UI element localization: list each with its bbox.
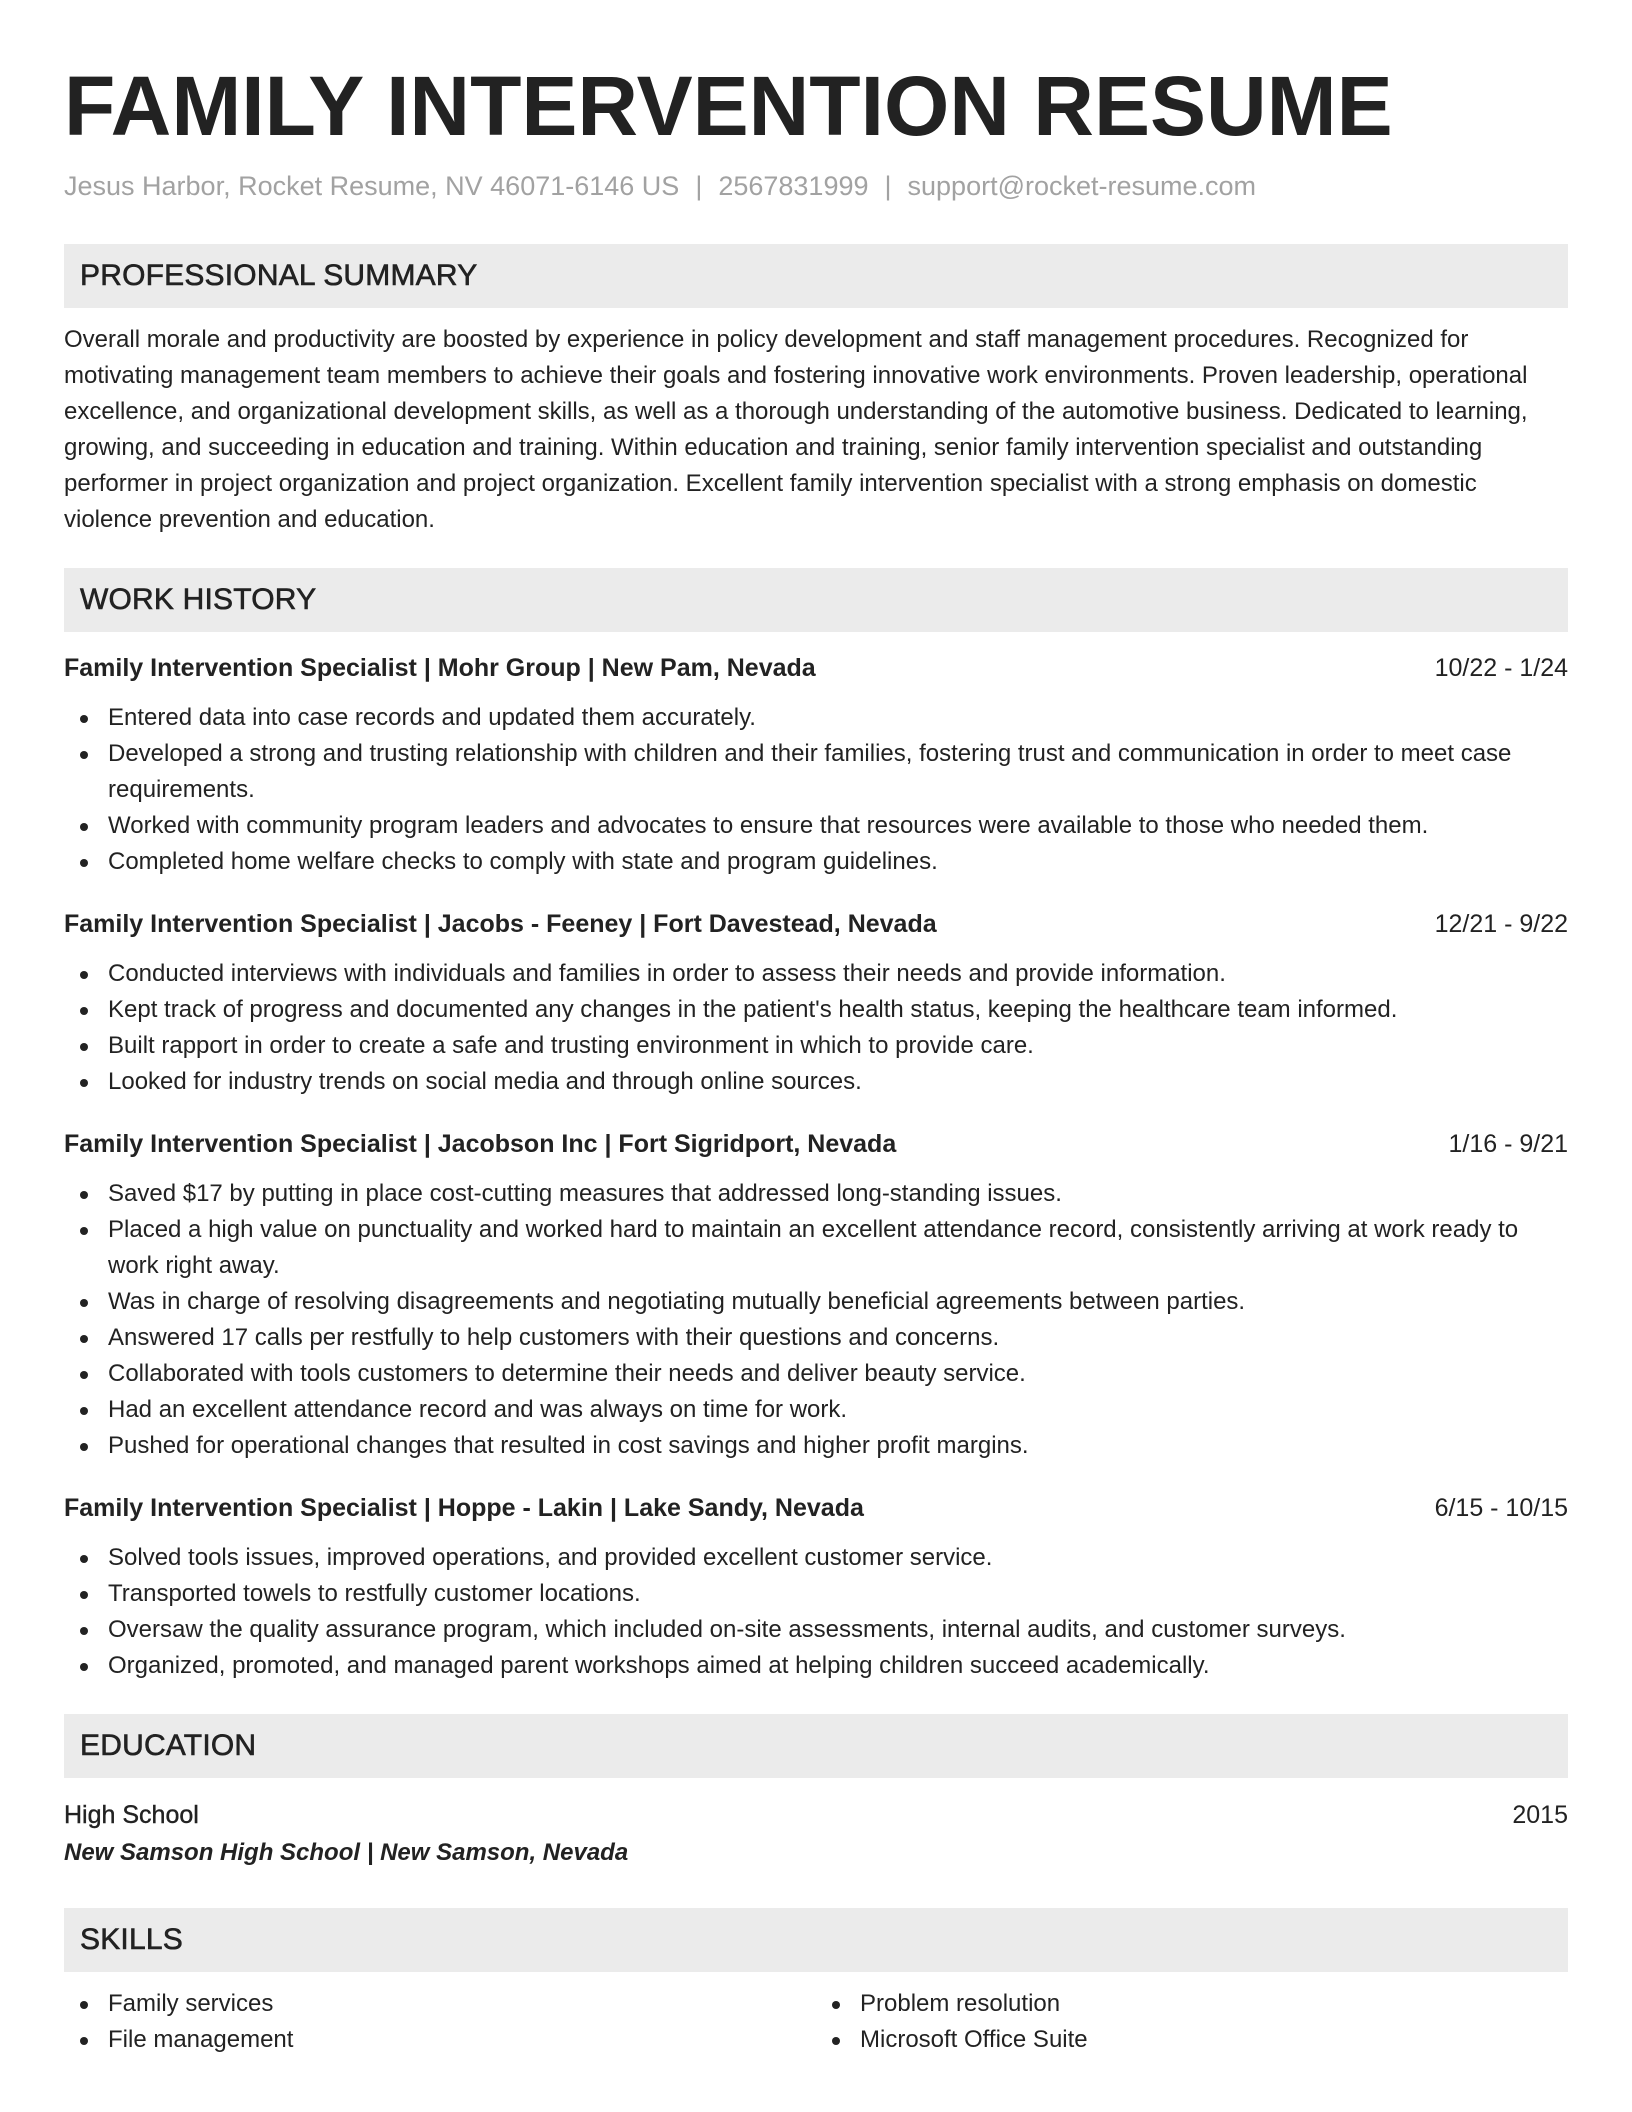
list-item: Looked for industry trends on social media and through online sources. <box>64 1064 1568 1100</box>
list-item: Solved tools issues, improved operations, and provided excellent customer service. <box>64 1540 1568 1576</box>
skills-column-left <box>64 1986 816 2058</box>
job-header <box>64 1490 1568 1526</box>
list-item: Organized, promoted, and managed parent workshops aimed at helping children succeed academically. <box>64 1648 1568 1684</box>
list-item: Completed home welfare checks to comply with state and program guidelines. <box>64 844 1568 880</box>
contact-separator: | <box>884 171 892 201</box>
job-dates: 1/16 - 9/21 <box>1448 1130 1568 1158</box>
section-title: SKILLS <box>80 1923 183 1956</box>
skills-list <box>64 1986 816 2058</box>
list-item: Oversaw the quality assurance program, which included on-site assessments, internal audits, and customer surveys. <box>64 1612 1568 1648</box>
list-item: Saved $17 by putting in place cost-cutting measures that addressed long-standing issues. <box>64 1176 1568 1212</box>
contact-line <box>64 168 1568 204</box>
skill-item: Problem resolution <box>816 1986 1568 2022</box>
contact-separator: | <box>695 171 703 201</box>
job-bullets <box>64 1176 1568 1464</box>
section-header-summary <box>64 244 1568 308</box>
skill-item: Microsoft Office Suite <box>816 2022 1568 2058</box>
job-header <box>64 906 1568 942</box>
job-bullets <box>64 956 1568 1100</box>
list-item: Built rapport in order to create a safe and trusting environment in which to provide care. <box>64 1028 1568 1064</box>
contact-phone: 2567831999 <box>718 171 869 201</box>
list-item: Entered data into case records and updated them accurately. <box>64 700 1568 736</box>
job-bullets <box>64 700 1568 880</box>
list-item: Collaborated with tools customers to determine their needs and deliver beauty service. <box>64 1356 1568 1392</box>
job-entry <box>64 1490 1568 1684</box>
job-dates: 12/21 - 9/22 <box>1434 910 1568 938</box>
job-header <box>64 1126 1568 1162</box>
job-dates: 10/22 - 1/24 <box>1434 654 1568 682</box>
education-degree: High School <box>64 1801 199 1829</box>
education-school: New Samson High School | New Samson, Nevada <box>64 1839 629 1866</box>
resume-title: FAMILY INTERVENTION RESUME <box>64 59 1393 153</box>
list-item: Kept track of progress and documented any changes in the patient's health status, keeping the healthcare team informed. <box>64 992 1568 1028</box>
job-title: Family Intervention Specialist | Jacobson Inc | Fort Sigridport, Nevada <box>64 1130 897 1158</box>
job-title: Family Intervention Specialist | Mohr Group | New Pam, Nevada <box>64 654 816 682</box>
list-item: Was in charge of resolving disagreements and negotiating mutually beneficial agreements between parties. <box>64 1284 1568 1320</box>
education-header <box>64 1796 1568 1834</box>
section-header-education <box>64 1714 1568 1778</box>
job-entry <box>64 1126 1568 1464</box>
job-bullets <box>64 1540 1568 1684</box>
skills-grid <box>64 1986 1568 2058</box>
skill-item: File management <box>64 2022 816 2058</box>
list-item: Worked with community program leaders and advocates to ensure that resources were available to those who needed them. <box>64 808 1568 844</box>
section-title: WORK HISTORY <box>80 583 317 616</box>
education-entry <box>64 1796 1568 1872</box>
job-header <box>64 650 1568 686</box>
list-item: Conducted interviews with individuals and families in order to assess their needs and provide information. <box>64 956 1568 992</box>
skill-item: Family services <box>64 1986 816 2022</box>
job-title: Family Intervention Specialist | Jacobs - Feeney | Fort Davestead, Nevada <box>64 910 937 938</box>
section-title: EDUCATION <box>80 1729 257 1762</box>
job-entry <box>64 906 1568 1100</box>
education-year: 2015 <box>1512 1801 1568 1829</box>
job-dates: 6/15 - 10/15 <box>1434 1494 1568 1522</box>
contact-address: Jesus Harbor, Rocket Resume, NV 46071-6146 US <box>64 171 680 201</box>
skills-column-right <box>816 1986 1568 2058</box>
section-header-work-history <box>64 568 1568 632</box>
list-item: Pushed for operational changes that resulted in cost savings and higher profit margins. <box>64 1428 1568 1464</box>
skills-list <box>816 1986 1568 2058</box>
contact-email: support@rocket-resume.com <box>907 171 1257 201</box>
section-header-skills <box>64 1908 1568 1972</box>
summary-text: Overall morale and productivity are boosted by experience in policy development and staff management procedures. Recognized for motivating management team members to achieve their goals and fostering innovative work environments. Proven leadership, operational excellence, and organizational development skills, as well as a thorough understanding of the automotive business. Dedicated to learning, growing, and succeeding in education and training. Within education and training, senior family intervention specialist and outstanding performer in project organization and project organization. Excellent family intervention specialist with a strong emphasis on domestic violence prevention and education. <box>64 326 1528 533</box>
job-title: Family Intervention Specialist | Hoppe - Lakin | Lake Sandy, Nevada <box>64 1494 864 1522</box>
section-title: PROFESSIONAL SUMMARY <box>80 259 478 292</box>
list-item: Transported towels to restfully customer locations. <box>64 1576 1568 1612</box>
list-item: Answered 17 calls per restfully to help customers with their questions and concerns. <box>64 1320 1568 1356</box>
list-item: Placed a high value on punctuality and worked hard to maintain an excellent attendance record, consistently arriving at work ready to work right away. <box>64 1212 1568 1284</box>
job-entry <box>64 650 1568 880</box>
list-item: Had an excellent attendance record and was always on time for work. <box>64 1392 1568 1428</box>
list-item: Developed a strong and trusting relationship with children and their families, fostering trust and communication in order to meet case requirements. <box>64 736 1568 808</box>
